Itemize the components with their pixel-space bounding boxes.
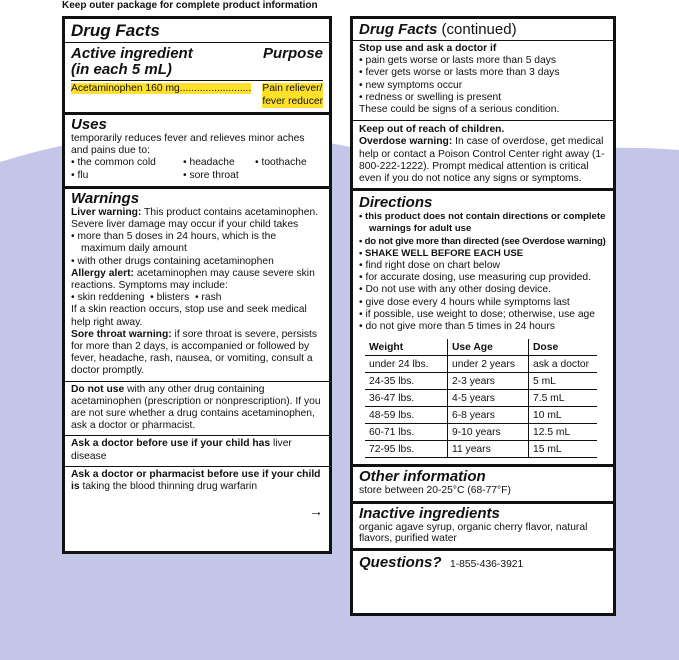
directions-item: • Do not use with any other dosing device. [359, 284, 551, 296]
inactive-ingredients-title: Inactive ingredients [359, 505, 500, 523]
directions-bold-item: • do not give more than directed (see Overdose warning) [359, 235, 606, 247]
other-information-title: Other information [359, 468, 486, 486]
table-cell: 36-47 lbs. [365, 390, 448, 407]
table-header: Weight [365, 339, 448, 356]
liver-bullet: • with other drugs containing acetaminophen [71, 255, 274, 267]
stop-use-heading: Stop use and ask a doctor if [359, 43, 497, 54]
uses-item: • the common cold [71, 157, 156, 169]
directions-title: Directions [359, 194, 433, 212]
liver-warning: Liver warning: This product contains acetaminophen. Severe liver damage may occur if your child takes [71, 206, 319, 231]
uses-item: • flu [71, 169, 89, 181]
keep-out-of-reach: Keep out of reach of children. [353, 120, 613, 136]
table-cell: under 24 lbs. [365, 356, 448, 373]
stop-use-item: • fever gets worse or lasts more than 3 days [359, 67, 560, 79]
uses-item: • toothache [255, 157, 307, 169]
table-cell: 5 mL [529, 373, 598, 390]
table-cell: ask a doctor [529, 356, 598, 373]
drug-facts-panel-left [62, 16, 332, 554]
uses-item: • sore throat [183, 169, 239, 181]
allergy-symptoms: • skin reddening • blisters • rash [71, 292, 222, 304]
warnings-section [65, 189, 329, 522]
purpose-line-1: Pain reliever/ [262, 83, 323, 94]
stop-use-item: • new symptoms occur [359, 79, 463, 91]
stop-use-item: • pain gets worse or lasts more than 5 days [359, 55, 557, 67]
other-information-text: store between 20-25°C (68-77°F) [359, 485, 511, 497]
package-note: Keep outer package for complete product information [62, 0, 318, 11]
table-header-row [365, 339, 597, 356]
dosing-table [365, 339, 597, 458]
stop-use-item: • redness or swelling is present [359, 91, 502, 103]
directions-item: • do not give more than 5 times in 24 hours [359, 321, 555, 333]
table-cell: 10 mL [529, 407, 598, 424]
directions-bold-item: • SHAKE WELL BEFORE EACH USE [359, 247, 524, 259]
table-cell: under 2 years [448, 356, 529, 373]
table-cell: 4-5 years [448, 390, 529, 407]
ask-pharmacist: Ask a doctor or pharmacist before use if your child is taking the blood thinning drug warfarin [65, 466, 329, 493]
sore-throat-warning: Sore throat warning: if sore throat is severe, persists for more than 2 days, is accompanied or followed by fever, headache, rash, nausea, or vomiting, consult a doctor promptly. [71, 328, 318, 377]
allergy-tail: If a skin reaction occurs, stop use and seek medical help right away. [71, 304, 307, 328]
do-not-use: Do not use with any other drug containing acetaminophen (prescription or nonprescription). If you are not sure whether a drug contains acetaminophen, ask a doctor or pharmacist. [65, 381, 329, 433]
inactive-ingredients-section [353, 504, 613, 551]
table-cell: 72-95 lbs. [365, 441, 448, 458]
table-cell: 2-3 years [448, 373, 529, 390]
table-cell: 12.5 mL [529, 424, 598, 441]
liver-bullet: • more than 5 doses in 24 hours, which is the maximum daily amount [71, 231, 277, 255]
table-row [365, 407, 597, 424]
active-ingredient-heading: Active ingredient (in each 5 mL) [71, 45, 193, 78]
uses-intro: temporarily reduces fever and relieves minor aches and pains due to: [71, 133, 305, 157]
warnings-title: Warnings [71, 189, 140, 207]
table-cell: 15 mL [529, 441, 598, 458]
ingredient-line: Acetaminophen 160 mg......................... [71, 83, 252, 94]
table-row [365, 373, 597, 390]
directions-item: • for accurate dosing, use measuring cup provided. [359, 272, 591, 284]
active-ingredient-section [65, 19, 329, 115]
questions-section [353, 551, 613, 575]
directions-bold-item: • this product does not contain directions or complete warnings for adult use [359, 211, 606, 235]
table-row [365, 441, 597, 458]
continued-title: Drug Facts (continued) [353, 21, 613, 41]
other-information-section [353, 467, 613, 504]
table-row [365, 356, 597, 373]
allergy-alert: Allergy alert: acetaminophen may cause severe skin reactions. Symptoms may include: [71, 267, 315, 292]
uses-section [65, 115, 329, 189]
inactive-ingredients-text: organic agave syrup, organic cherry flavor, natural flavors, purified water [359, 522, 588, 545]
directions-item: • find right dose on chart below [359, 260, 500, 272]
overdose-warning: Overdose warning: In case of overdose, get medical help or contact a Poison Control Center right away (1-800-222-1222). Prompt medical attention is critical even if you do not notice any signs or symptoms. [359, 136, 605, 185]
stop-use-tail: These could be signs of a serious condition. [359, 104, 560, 116]
directions-item: • if possible, use weight to dose; otherwise, use age [359, 308, 595, 320]
uses-title: Uses [71, 116, 107, 133]
directions-item: • give dose every 4 hours while symptoms last [359, 296, 570, 308]
continue-arrow-icon: → [309, 503, 323, 520]
table-cell: 24-35 lbs. [365, 373, 448, 390]
questions-phone: 1-855-436-3921 [449, 559, 524, 571]
directions-section [353, 191, 613, 467]
table-header: Dose [529, 339, 598, 356]
purpose-heading: Purpose [262, 45, 323, 62]
table-cell: 11 years [448, 441, 529, 458]
drug-facts-title: Drug Facts [65, 21, 329, 43]
continued-section [353, 19, 613, 191]
table-row [365, 424, 597, 441]
table-cell: 9-10 years [448, 424, 529, 441]
purpose-line-2: fever reducer [262, 95, 323, 107]
table-row [365, 390, 597, 407]
ask-doctor: Ask a doctor before use if your child has liver disease [65, 435, 329, 462]
questions-title: Questions? [359, 554, 442, 572]
uses-item: • headache [183, 157, 235, 169]
table-cell: 6-8 years [448, 407, 529, 424]
table-header: Use Age [448, 339, 529, 356]
drug-facts-panel-right [350, 16, 616, 616]
table-cell: 7.5 mL [529, 390, 598, 407]
table-cell: 60-71 lbs. [365, 424, 448, 441]
table-cell: 48-59 lbs. [365, 407, 448, 424]
